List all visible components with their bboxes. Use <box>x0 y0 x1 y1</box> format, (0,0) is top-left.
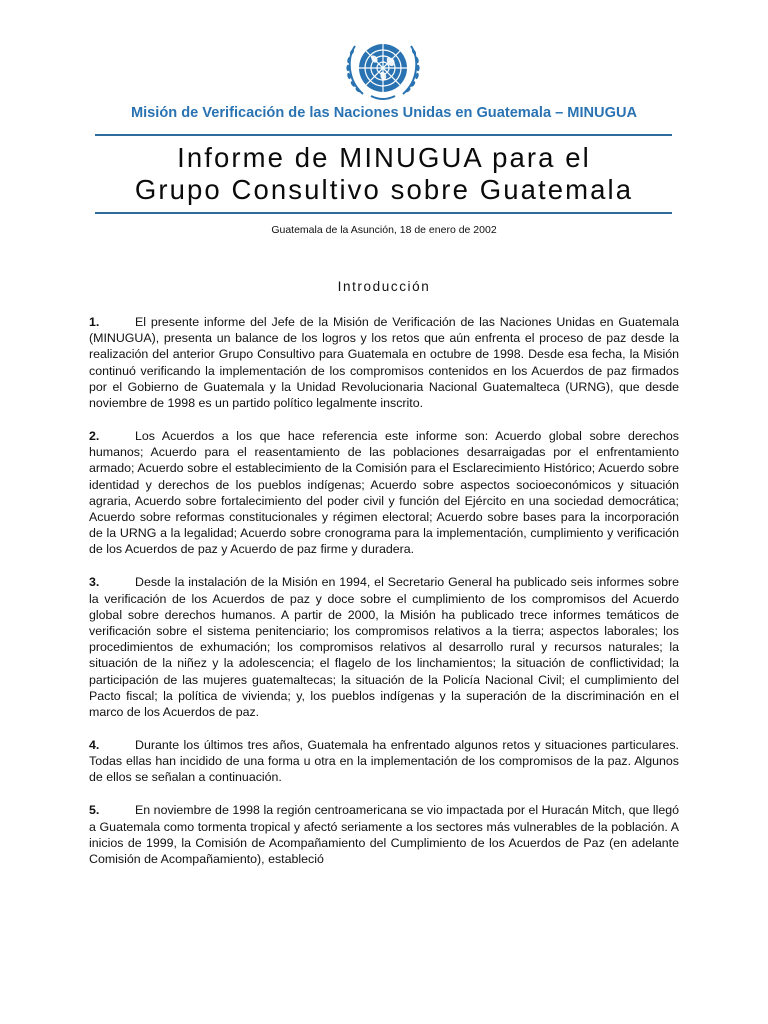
report-title <box>0 142 768 206</box>
paragraph-text: Los Acuerdos a los que hace referencia este informe son: Acuerdo global sobre derechos humanos; Acuerdo para el reasentamiento de las poblaciones desarraigadas por el enfrentamiento armado; Acuerdo sobre el establecimiento de la Comisión para el Esclarecimiento Histórico; Acuerdo sobre identidad y derechos de los pueblos indígenas; Acuerdo sobre aspectos socioeconómicos y situación agraria, Acuerdo sobre fortalecimiento del poder civil y función del Ejército en una sociedad democrática; Acuerdo sobre reformas constitucionales y régimen electoral; Acuerdo sobre bases para la incorporación de la URNG a la legalidad; Acuerdo sobre cronograma para la implementación, cumplimiento y verificación de los Acuerdos de paz y Acuerdo de paz firme y duradera. <box>89 429 679 557</box>
paragraph <box>89 314 679 411</box>
paragraph-number: 3. <box>89 575 100 590</box>
header-rule-bottom <box>95 212 672 214</box>
paragraph-text: El presente informe del Jefe de la Misión de Verificación de las Naciones Unidas en Guatemala (MINUGUA), presenta un balance de los logros y los retos que aún enfrenta el proceso de paz desde la realización del anterior Grupo Consultivo para Guatemala en octubre de 1998. Desde esa fecha, la Misión continuó verificando la implementación de los compromisos contenidos en los Acuerdos de paz firmados por el Gobierno de Guatemala y la Unidad Revolucionaria Nacional Guatemalteca (URNG), que desde noviembre de 1998 es un partido político legalmente inscrito. <box>89 315 679 411</box>
paragraph-text: Durante los últimos tres años, Guatemala ha enfrentado algunos retos y situaciones particulares. Todas ellas han incidido de una forma u otra en la implementación de los compromisos de la paz. Algunos de ellos se señalan a continuación. <box>89 738 679 785</box>
dateline: Guatemala de la Asunción, 18 de enero de 2002 <box>271 224 497 236</box>
report-title-line-1: Informe de MINUGUA para el <box>177 142 591 173</box>
paragraph <box>89 802 679 867</box>
mission-name: Misión de Verificación de las Naciones Unidas en Guatemala – MINUGUA <box>130 105 638 121</box>
paragraph-text: En noviembre de 1998 la región centroamericana se vio impactada por el Huracán Mitch, que llegó a Guatemala como tormenta tropical y afectó seriamente a los sectores más vulnerables de la población. A inicios de 1999, la Comisión de Acompañamiento del Cumplimiento de los Acuerdos de Paz (en adelante Comisión de Acompañamiento), estableció <box>89 803 679 867</box>
header-rule-top <box>95 134 672 136</box>
section-heading: Introducción <box>337 279 431 294</box>
paragraph-number: 2. <box>89 429 100 444</box>
paragraph-number: 4. <box>89 738 100 753</box>
paragraph <box>89 428 679 558</box>
paragraph-text: Desde la instalación de la Misión en 1994, el Secretario General ha publicado seis informes sobre la verificación de los Acuerdos de paz y doce sobre el cumplimiento de los compromisos del Acuerdo global sobre derechos humanos. A partir de 2000, la Misión ha publicado trece informes temáticos de verificación sobre el sistema penitenciario; los compromisos relativos a la tierra; aspectos laborales; los procedimientos de exhumación; los compromisos relativos al desarrollo rural y recursos naturales; la situación de la niñez y la adolescencia; el flagelo de los linchamientos; la situación de conflictividad; la participación de las mujeres guatemaltecas; la situación de la Policía Nacional Civil; el cumplimiento del Pacto fiscal; la política de vivienda; y, los pueblos indígenas y la superación de la discriminación en el marco de los Acuerdos de paz. <box>89 575 679 720</box>
body-text <box>89 314 679 884</box>
un-emblem-icon <box>341 36 425 102</box>
report-title-line-2: Grupo Consultivo sobre Guatemala <box>134 174 634 205</box>
paragraph <box>89 574 679 720</box>
paragraph-number: 1. <box>89 315 100 329</box>
paragraph-number: 5. <box>89 803 100 818</box>
paragraph <box>89 737 679 786</box>
